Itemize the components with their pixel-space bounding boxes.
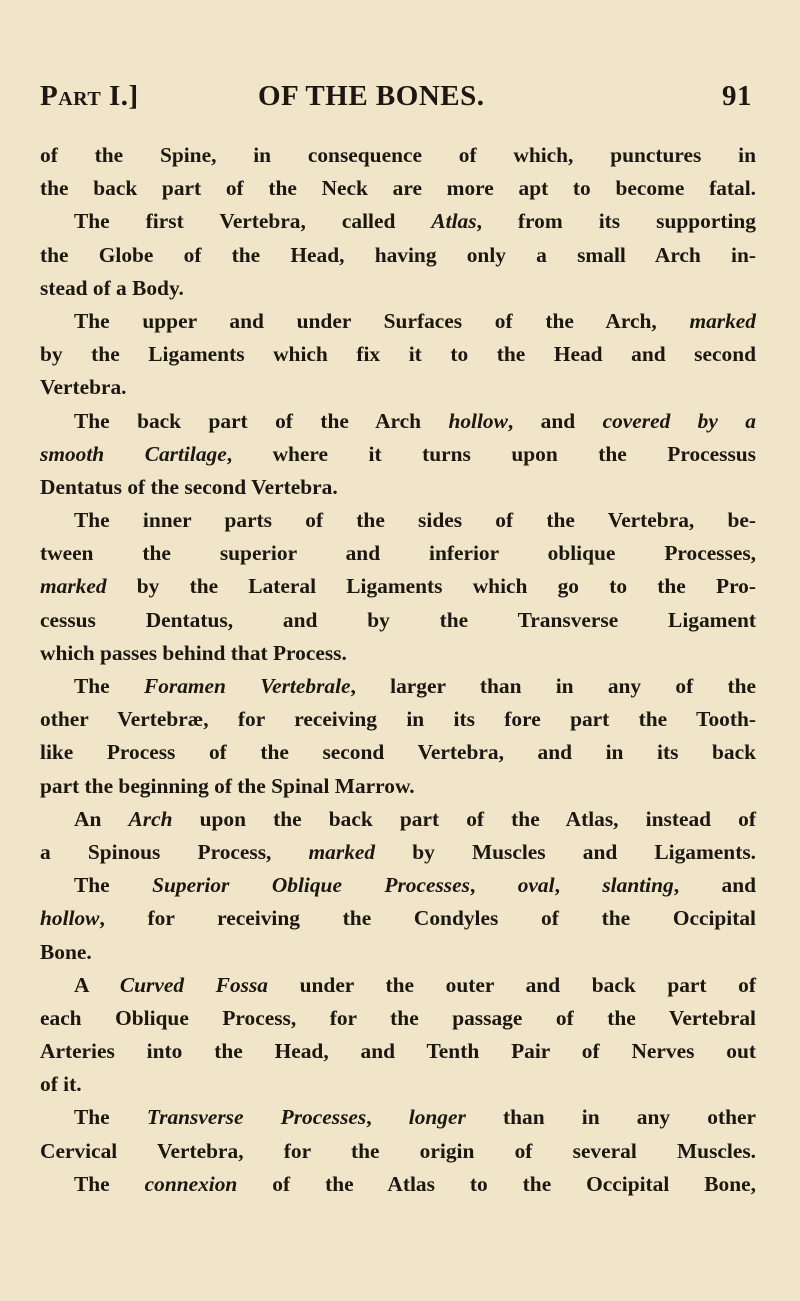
text-line: The inner parts of the sides of the Vertebra, be- [74,508,756,533]
text-line: A Curved Fossa under the outer and back part of [74,972,756,997]
text-line: The Foramen Vertebrale, larger than in any of the [74,674,756,698]
text-line: The upper and under Surfaces of the Arch, marked [74,308,756,333]
text-line: of the Spine, in consequence of which, punctures in [40,143,756,167]
text-line: by the Ligaments which fix it to the Head and second [40,342,756,367]
text-line: marked by the Lateral Ligaments which go to the Pro- [40,574,756,599]
text-line: An Arch upon the back part of the Atlas, instead of [74,806,756,831]
text-line: smooth Cartilage, where it turns upon the Processus [40,441,756,466]
part-label: Part I.] [40,80,139,112]
text-line: hollow, for receiving the Condyles of the Occipital [40,906,756,931]
text-line: other Vertebræ, for receiving in its fore part the Tooth- [40,707,756,732]
text-line: The back part of the Arch hollow, and covered by a [74,408,756,433]
text-line: which passes behind that Process. [40,640,347,665]
text-line: the Globe of the Head, having only a small Arch in- [40,242,756,267]
text-line: Dentatus of the second Vertebra. [40,474,338,499]
text-line: The Superior Oblique Processes, oval, slanting, and [74,873,756,898]
text-line: part the beginning of the Spinal Marrow. [40,773,415,798]
text-line: each Oblique Process, for the passage of the Vertebral [40,1005,756,1030]
text-line: cessus Dentatus, and by the Transverse Ligament [40,607,756,632]
text-line: tween the superior and inferior oblique Processes, [40,541,756,566]
text-line: Arteries into the Head, and Tenth Pair of Nerves out [40,1039,756,1064]
page-number: 91 [722,80,752,112]
text-line: like Process of the second Vertebra, and in its back [40,740,756,765]
running-header [40,80,752,120]
text-line: stead of a Body. [40,275,184,300]
body-text [40,139,756,1201]
text-line: The Transverse Processes, longer than in any other [74,1105,756,1130]
text-line: The first Vertebra, called Atlas, from its supporting [74,209,756,234]
text-line: a Spinous Process, marked by Muscles and Ligaments. [40,839,756,864]
text-line: Cervical Vertebra, for the origin of several Muscles. [40,1138,756,1163]
text-line: the back part of the Neck are more apt to become fatal. [40,176,756,201]
page-title: OF THE BONES. [258,80,485,112]
text-line: Bone. [40,939,92,964]
text-line: Vertebra. [40,375,127,400]
text-line: of it. [40,1072,82,1097]
text-line: The connexion of the Atlas to the Occipital Bone, [74,1171,756,1196]
